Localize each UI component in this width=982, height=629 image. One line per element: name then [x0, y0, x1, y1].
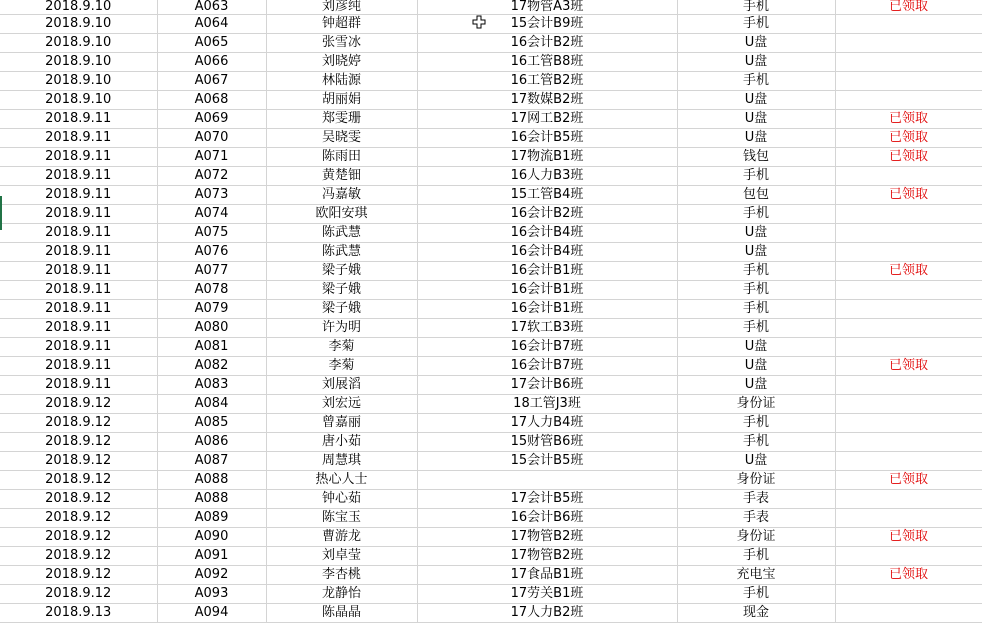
class-cell[interactable]: 17物管B2班	[417, 547, 677, 566]
date-cell[interactable]: 2018.9.11	[0, 110, 157, 129]
id-cell[interactable]: A069	[157, 110, 266, 129]
name-cell[interactable]: 陈雨田	[266, 148, 417, 167]
item-cell[interactable]: U盘	[677, 34, 835, 53]
name-cell[interactable]: 李菊	[266, 338, 417, 357]
class-cell[interactable]: 17软工B3班	[417, 319, 677, 338]
table-row	[0, 604, 982, 623]
id-cell[interactable]: A079	[157, 300, 266, 319]
status-cell[interactable]	[835, 604, 982, 623]
id-cell[interactable]: A066	[157, 53, 266, 72]
item-cell[interactable]: 手机	[677, 281, 835, 300]
date-cell[interactable]: 2018.9.12	[0, 471, 157, 490]
date-cell[interactable]: 2018.9.10	[0, 0, 157, 15]
item-cell[interactable]: 手机	[677, 414, 835, 433]
status-cell[interactable]: 已领取	[835, 186, 982, 205]
table-row	[0, 300, 982, 319]
name-cell[interactable]: 刘宏远	[266, 395, 417, 414]
table-row	[0, 357, 982, 376]
name-cell[interactable]: 曹游龙	[266, 528, 417, 547]
item-cell[interactable]: 手机	[677, 167, 835, 186]
class-cell[interactable]: 16会计B7班	[417, 357, 677, 376]
name-cell[interactable]: 刘晓婷	[266, 53, 417, 72]
class-cell[interactable]: 16会计B6班	[417, 509, 677, 528]
name-cell[interactable]: 林陆源	[266, 72, 417, 91]
date-cell[interactable]: 2018.9.11	[0, 205, 157, 224]
id-cell[interactable]: A068	[157, 91, 266, 110]
name-cell[interactable]: 刘展滔	[266, 376, 417, 395]
status-cell[interactable]: 已领取	[835, 566, 982, 585]
class-cell[interactable]: 16工管B8班	[417, 53, 677, 72]
id-cell[interactable]: A067	[157, 72, 266, 91]
id-cell[interactable]: A078	[157, 281, 266, 300]
item-cell[interactable]: 手机	[677, 0, 835, 15]
date-cell[interactable]: 2018.9.11	[0, 376, 157, 395]
table-row	[0, 566, 982, 585]
table-row	[0, 224, 982, 243]
status-cell[interactable]	[835, 224, 982, 243]
class-cell[interactable]: 16会计B4班	[417, 224, 677, 243]
status-cell[interactable]	[835, 319, 982, 338]
class-cell[interactable]: 17数媒B2班	[417, 91, 677, 110]
table-row	[0, 585, 982, 604]
table-row	[0, 205, 982, 224]
table-row	[0, 490, 982, 509]
item-cell[interactable]: U盘	[677, 91, 835, 110]
table-row	[0, 528, 982, 547]
name-cell[interactable]: 曾嘉丽	[266, 414, 417, 433]
date-cell[interactable]: 2018.9.11	[0, 338, 157, 357]
class-cell[interactable]: 17人力B2班	[417, 604, 677, 623]
item-cell[interactable]: U盘	[677, 376, 835, 395]
status-cell[interactable]	[835, 205, 982, 224]
date-cell[interactable]: 2018.9.13	[0, 604, 157, 623]
status-cell[interactable]	[835, 414, 982, 433]
table-row	[0, 414, 982, 433]
id-cell[interactable]: A082	[157, 357, 266, 376]
status-cell[interactable]	[835, 490, 982, 509]
active-row-marker	[0, 196, 2, 230]
item-cell[interactable]: 包包	[677, 186, 835, 205]
class-cell[interactable]: 16会计B1班	[417, 300, 677, 319]
date-cell[interactable]: 2018.9.12	[0, 509, 157, 528]
item-cell[interactable]: 手机	[677, 300, 835, 319]
name-cell[interactable]: 刘卓莹	[266, 547, 417, 566]
item-cell[interactable]: 手机	[677, 205, 835, 224]
id-cell[interactable]: A092	[157, 566, 266, 585]
class-cell[interactable]: 15会计B5班	[417, 452, 677, 471]
status-cell[interactable]: 已领取	[835, 148, 982, 167]
table-row	[0, 376, 982, 395]
class-cell[interactable]: 16会计B5班	[417, 129, 677, 148]
class-cell[interactable]: 17会计B5班	[417, 490, 677, 509]
table-row	[0, 0, 982, 15]
id-cell[interactable]: A065	[157, 34, 266, 53]
table-row	[0, 110, 982, 129]
date-cell[interactable]: 2018.9.11	[0, 243, 157, 262]
item-cell[interactable]: 身份证	[677, 395, 835, 414]
name-cell[interactable]: 吴晓雯	[266, 129, 417, 148]
item-cell[interactable]: U盘	[677, 224, 835, 243]
item-cell[interactable]: 手机	[677, 547, 835, 566]
table-row	[0, 281, 982, 300]
id-cell[interactable]: A076	[157, 243, 266, 262]
item-cell[interactable]: U盘	[677, 53, 835, 72]
date-cell[interactable]: 2018.9.12	[0, 414, 157, 433]
date-cell[interactable]: 2018.9.11	[0, 300, 157, 319]
date-cell[interactable]: 2018.9.11	[0, 129, 157, 148]
id-cell[interactable]: A086	[157, 433, 266, 452]
name-cell[interactable]: 刘彦纯	[266, 0, 417, 15]
name-cell[interactable]: 陈武慧	[266, 243, 417, 262]
item-cell[interactable]: 手机	[677, 585, 835, 604]
class-cell[interactable]: 17会计B6班	[417, 376, 677, 395]
status-cell[interactable]	[835, 395, 982, 414]
class-cell[interactable]: 17物流B1班	[417, 148, 677, 167]
id-cell[interactable]: A077	[157, 262, 266, 281]
class-cell[interactable]: 15会计B9班	[417, 15, 677, 34]
table-row	[0, 34, 982, 53]
name-cell[interactable]: 龙静怡	[266, 585, 417, 604]
class-cell[interactable]: 18工管J3班	[417, 395, 677, 414]
item-cell[interactable]: 身份证	[677, 471, 835, 490]
name-cell[interactable]: 张雪冰	[266, 34, 417, 53]
class-cell[interactable]: 17网工B2班	[417, 110, 677, 129]
item-cell[interactable]: U盘	[677, 129, 835, 148]
id-cell[interactable]: A083	[157, 376, 266, 395]
item-cell[interactable]: U盘	[677, 110, 835, 129]
item-cell[interactable]: U盘	[677, 243, 835, 262]
table-row	[0, 129, 982, 148]
status-cell[interactable]	[835, 376, 982, 395]
id-cell[interactable]: A093	[157, 585, 266, 604]
class-cell[interactable]: 17物管A3班	[417, 0, 677, 15]
status-cell[interactable]: 已领取	[835, 357, 982, 376]
table-row	[0, 452, 982, 471]
id-cell[interactable]: A091	[157, 547, 266, 566]
status-cell[interactable]	[835, 300, 982, 319]
id-cell[interactable]: A085	[157, 414, 266, 433]
table-row	[0, 509, 982, 528]
class-cell[interactable]: 17物管B2班	[417, 528, 677, 547]
status-cell[interactable]	[835, 53, 982, 72]
table-row	[0, 186, 982, 205]
table-row	[0, 547, 982, 566]
date-cell[interactable]: 2018.9.12	[0, 433, 157, 452]
name-cell[interactable]: 钟超群	[266, 15, 417, 34]
item-cell[interactable]: 手表	[677, 490, 835, 509]
name-cell[interactable]: 陈武慧	[266, 224, 417, 243]
cell-select-cursor-icon	[472, 15, 486, 31]
name-cell[interactable]: 李杏桃	[266, 566, 417, 585]
date-cell[interactable]: 2018.9.12	[0, 452, 157, 471]
date-cell[interactable]: 2018.9.10	[0, 15, 157, 34]
id-cell[interactable]: A084	[157, 395, 266, 414]
id-cell[interactable]: A089	[157, 509, 266, 528]
class-cell[interactable]: 17人力B4班	[417, 414, 677, 433]
date-cell[interactable]: 2018.9.12	[0, 547, 157, 566]
item-cell[interactable]: 手机	[677, 319, 835, 338]
name-cell[interactable]: 梁子娥	[266, 262, 417, 281]
item-cell[interactable]: 钱包	[677, 148, 835, 167]
date-cell[interactable]: 2018.9.11	[0, 262, 157, 281]
status-cell[interactable]: 已领取	[835, 471, 982, 490]
id-cell[interactable]: A064	[157, 15, 266, 34]
id-cell[interactable]: A080	[157, 319, 266, 338]
name-cell[interactable]: 陈宝玉	[266, 509, 417, 528]
date-cell[interactable]: 2018.9.12	[0, 490, 157, 509]
id-cell[interactable]: A071	[157, 148, 266, 167]
class-cell[interactable]: 17食品B1班	[417, 566, 677, 585]
name-cell[interactable]: 唐小茹	[266, 433, 417, 452]
status-cell[interactable]	[835, 167, 982, 186]
class-cell[interactable]: 16会计B1班	[417, 281, 677, 300]
name-cell[interactable]: 欧阳安琪	[266, 205, 417, 224]
status-cell[interactable]	[835, 91, 982, 110]
name-cell[interactable]: 冯嘉敏	[266, 186, 417, 205]
date-cell[interactable]: 2018.9.11	[0, 281, 157, 300]
item-cell[interactable]: 手机	[677, 433, 835, 452]
date-cell[interactable]: 2018.9.12	[0, 585, 157, 604]
status-cell[interactable]	[835, 34, 982, 53]
name-cell[interactable]: 胡丽娟	[266, 91, 417, 110]
item-cell[interactable]: 手表	[677, 509, 835, 528]
table-row	[0, 148, 982, 167]
id-cell[interactable]: A088	[157, 471, 266, 490]
name-cell[interactable]: 郑雯珊	[266, 110, 417, 129]
date-cell[interactable]: 2018.9.11	[0, 148, 157, 167]
name-cell[interactable]: 周慧琪	[266, 452, 417, 471]
class-cell[interactable]: 16会计B7班	[417, 338, 677, 357]
name-cell[interactable]: 黄楚钿	[266, 167, 417, 186]
class-cell[interactable]: 15工管B4班	[417, 186, 677, 205]
item-cell[interactable]: 充电宝	[677, 566, 835, 585]
class-cell[interactable]: 16工管B2班	[417, 72, 677, 91]
date-cell[interactable]: 2018.9.10	[0, 53, 157, 72]
date-cell[interactable]: 2018.9.11	[0, 357, 157, 376]
status-cell[interactable]: 已领取	[835, 0, 982, 15]
status-cell[interactable]	[835, 585, 982, 604]
status-cell[interactable]: 已领取	[835, 528, 982, 547]
table-row	[0, 15, 982, 34]
id-cell[interactable]: A088	[157, 490, 266, 509]
table-row	[0, 433, 982, 452]
status-cell[interactable]	[835, 281, 982, 300]
id-cell[interactable]: A075	[157, 224, 266, 243]
table-row	[0, 53, 982, 72]
status-cell[interactable]	[835, 452, 982, 471]
class-cell[interactable]: 16会计B2班	[417, 205, 677, 224]
class-cell[interactable]: 16会计B1班	[417, 262, 677, 281]
class-cell[interactable]	[417, 471, 677, 490]
status-cell[interactable]: 已领取	[835, 129, 982, 148]
item-cell[interactable]: 手机	[677, 72, 835, 91]
table-row	[0, 338, 982, 357]
table-row	[0, 395, 982, 414]
date-cell[interactable]: 2018.9.11	[0, 167, 157, 186]
date-cell[interactable]: 2018.9.11	[0, 224, 157, 243]
table-row	[0, 167, 982, 186]
item-cell[interactable]: U盘	[677, 452, 835, 471]
date-cell[interactable]: 2018.9.12	[0, 528, 157, 547]
status-cell[interactable]	[835, 547, 982, 566]
item-cell[interactable]: 现金	[677, 604, 835, 623]
status-cell[interactable]	[835, 433, 982, 452]
status-cell[interactable]: 已领取	[835, 110, 982, 129]
date-cell[interactable]: 2018.9.10	[0, 34, 157, 53]
item-cell[interactable]: 身份证	[677, 528, 835, 547]
status-cell[interactable]	[835, 243, 982, 262]
table-row	[0, 72, 982, 91]
name-cell[interactable]: 热心人士	[266, 471, 417, 490]
item-cell[interactable]: U盘	[677, 338, 835, 357]
date-cell[interactable]: 2018.9.12	[0, 566, 157, 585]
id-cell[interactable]: A073	[157, 186, 266, 205]
status-cell[interactable]	[835, 15, 982, 34]
id-cell[interactable]: A072	[157, 167, 266, 186]
name-cell[interactable]: 钟心茹	[266, 490, 417, 509]
id-cell[interactable]: A094	[157, 604, 266, 623]
class-cell[interactable]: 16会计B4班	[417, 243, 677, 262]
status-cell[interactable]: 已领取	[835, 262, 982, 281]
table-row	[0, 262, 982, 281]
item-cell[interactable]: 手机	[677, 262, 835, 281]
date-cell[interactable]: 2018.9.10	[0, 91, 157, 110]
date-cell[interactable]: 2018.9.12	[0, 395, 157, 414]
id-cell[interactable]: A081	[157, 338, 266, 357]
class-cell[interactable]: 16人力B3班	[417, 167, 677, 186]
id-cell[interactable]: A074	[157, 205, 266, 224]
table-row	[0, 319, 982, 338]
status-cell[interactable]	[835, 338, 982, 357]
date-cell[interactable]: 2018.9.10	[0, 72, 157, 91]
item-cell[interactable]: 手机	[677, 15, 835, 34]
id-cell[interactable]: A090	[157, 528, 266, 547]
status-cell[interactable]	[835, 72, 982, 91]
name-cell[interactable]: 许为明	[266, 319, 417, 338]
date-cell[interactable]: 2018.9.11	[0, 319, 157, 338]
table-row	[0, 91, 982, 110]
id-cell[interactable]: A070	[157, 129, 266, 148]
class-cell[interactable]: 17劳关B1班	[417, 585, 677, 604]
date-cell[interactable]: 2018.9.11	[0, 186, 157, 205]
name-cell[interactable]: 梁子娥	[266, 300, 417, 319]
id-cell[interactable]: A087	[157, 452, 266, 471]
name-cell[interactable]: 李菊	[266, 357, 417, 376]
id-cell[interactable]: A063	[157, 0, 266, 15]
class-cell[interactable]: 16会计B2班	[417, 34, 677, 53]
class-cell[interactable]: 15财管B6班	[417, 433, 677, 452]
name-cell[interactable]: 梁子娥	[266, 281, 417, 300]
item-cell[interactable]: U盘	[677, 357, 835, 376]
name-cell[interactable]: 陈晶晶	[266, 604, 417, 623]
status-cell[interactable]	[835, 509, 982, 528]
table-row	[0, 471, 982, 490]
table-row	[0, 243, 982, 262]
